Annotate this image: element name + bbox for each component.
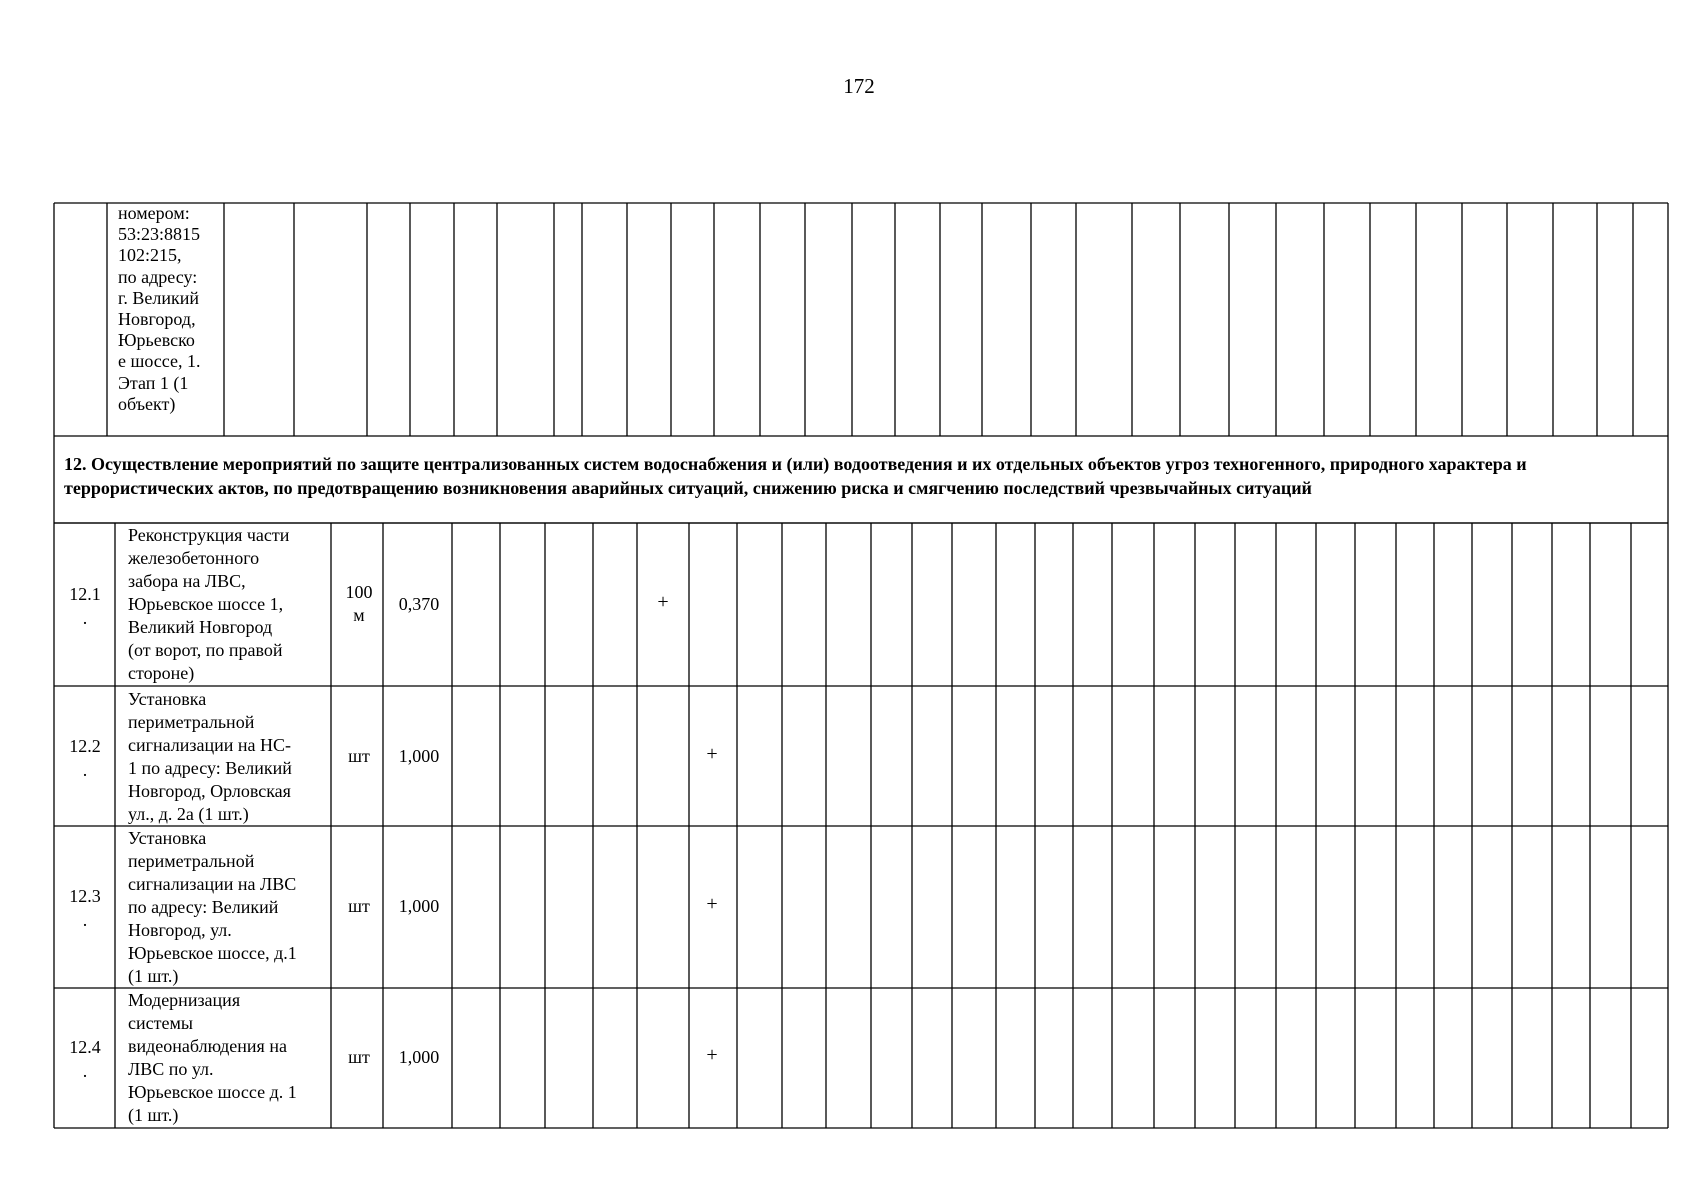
page-number: 172 [843, 74, 875, 98]
row-unit [332, 895, 386, 918]
description-line: железобетонного [128, 548, 260, 568]
row-number-text: 12.1 [69, 584, 101, 604]
continued-line: по адресу: [118, 266, 198, 287]
row-unit [332, 745, 386, 768]
row-number-dot: . [82, 910, 88, 930]
section-title: 12. Осуществление мероприятий по защите централизованных систем водоснабжения и (или) водоотведения и их отдельных объектов угроз техногенного, природного характера и террористических актов, по предотвращению возникновения аварийных ситуаций, снижению риска и смягчению последствий чрезвычайных ситуаций [64, 454, 1527, 498]
description-line: периметральной [128, 851, 255, 871]
description-line: периметральной [128, 712, 255, 732]
continued-line: Этап 1 (1 [118, 372, 189, 393]
description-line: Новгород, Орловская [128, 781, 291, 801]
row-description [128, 524, 328, 685]
continued-line: 53:23:8815 [118, 224, 201, 245]
row-description [128, 989, 328, 1127]
row-number [60, 884, 110, 932]
description-line: по адресу: Великий [128, 897, 279, 917]
description-line: Модернизация [128, 990, 241, 1010]
continued-line: 102:215, [118, 245, 182, 266]
row-quantity: 1,000 [398, 1047, 440, 1067]
description-line: Юрьевское шоссе 1, [128, 594, 284, 614]
unit-line: шт [348, 1047, 370, 1067]
continued-line: номером: [118, 203, 190, 223]
unit-line: шт [348, 746, 370, 766]
row-quantity: 1,000 [398, 746, 440, 766]
row-number-dot: . [82, 608, 88, 628]
plus-mark: + [706, 893, 718, 915]
row-number-dot: . [82, 760, 88, 780]
continued-line: Новгород, [118, 309, 196, 330]
row-unit [332, 581, 386, 627]
row-quantity: 1,000 [398, 896, 440, 916]
row-description [128, 688, 328, 826]
description-line: Установка [128, 689, 207, 709]
description-line: сигнализации на ЛВС [128, 874, 297, 894]
row-quantity: 0,370 [398, 594, 440, 614]
row-description [128, 827, 328, 988]
unit-line: шт [348, 896, 370, 916]
continued-line: е шоссе, 1. [118, 351, 201, 372]
description-line: (от ворот, по правой [128, 640, 283, 660]
description-line: Юрьевское шоссе, д.1 [128, 943, 297, 963]
description-line: ЛВС по ул. [128, 1059, 214, 1079]
row-number-text: 12.3 [69, 886, 101, 906]
row-number [60, 582, 110, 630]
description-line: ул., д. 2а (1 шт.) [128, 804, 249, 824]
continued-row-text [118, 203, 218, 415]
continued-line: Юрьевско [118, 330, 195, 351]
description-line: сигнализации на НС- [128, 735, 292, 755]
row-unit [332, 1046, 386, 1069]
row-number-text: 12.4 [69, 1037, 101, 1057]
description-line: забора на ЛВС, [128, 571, 246, 591]
description-line: Великий Новгород [128, 617, 273, 637]
row-number [60, 734, 110, 782]
unit-line: м [353, 605, 365, 625]
row-number [60, 1035, 110, 1083]
unit-line: 100 [345, 582, 373, 602]
description-line: стороне) [128, 663, 195, 683]
description-line: (1 шт.) [128, 1105, 179, 1125]
description-line: 1 по адресу: Великий [128, 758, 292, 778]
continued-line: объект) [118, 393, 176, 414]
description-line: Новгород, ул. [128, 920, 232, 940]
description-line: Юрьевское шоссе д. 1 [128, 1082, 297, 1102]
description-line: системы [128, 1013, 193, 1033]
plus-mark: + [706, 1044, 718, 1066]
description-line: (1 шт.) [128, 966, 179, 986]
row-number-dot: . [82, 1061, 88, 1081]
plus-mark: + [657, 591, 669, 613]
description-line: Реконструкция части [128, 525, 290, 545]
continued-line: г. Великий [118, 287, 199, 308]
description-line: Установка [128, 828, 207, 848]
plus-mark: + [706, 743, 718, 765]
row-number-text: 12.2 [69, 736, 101, 756]
description-line: видеонаблюдения на [128, 1036, 287, 1056]
